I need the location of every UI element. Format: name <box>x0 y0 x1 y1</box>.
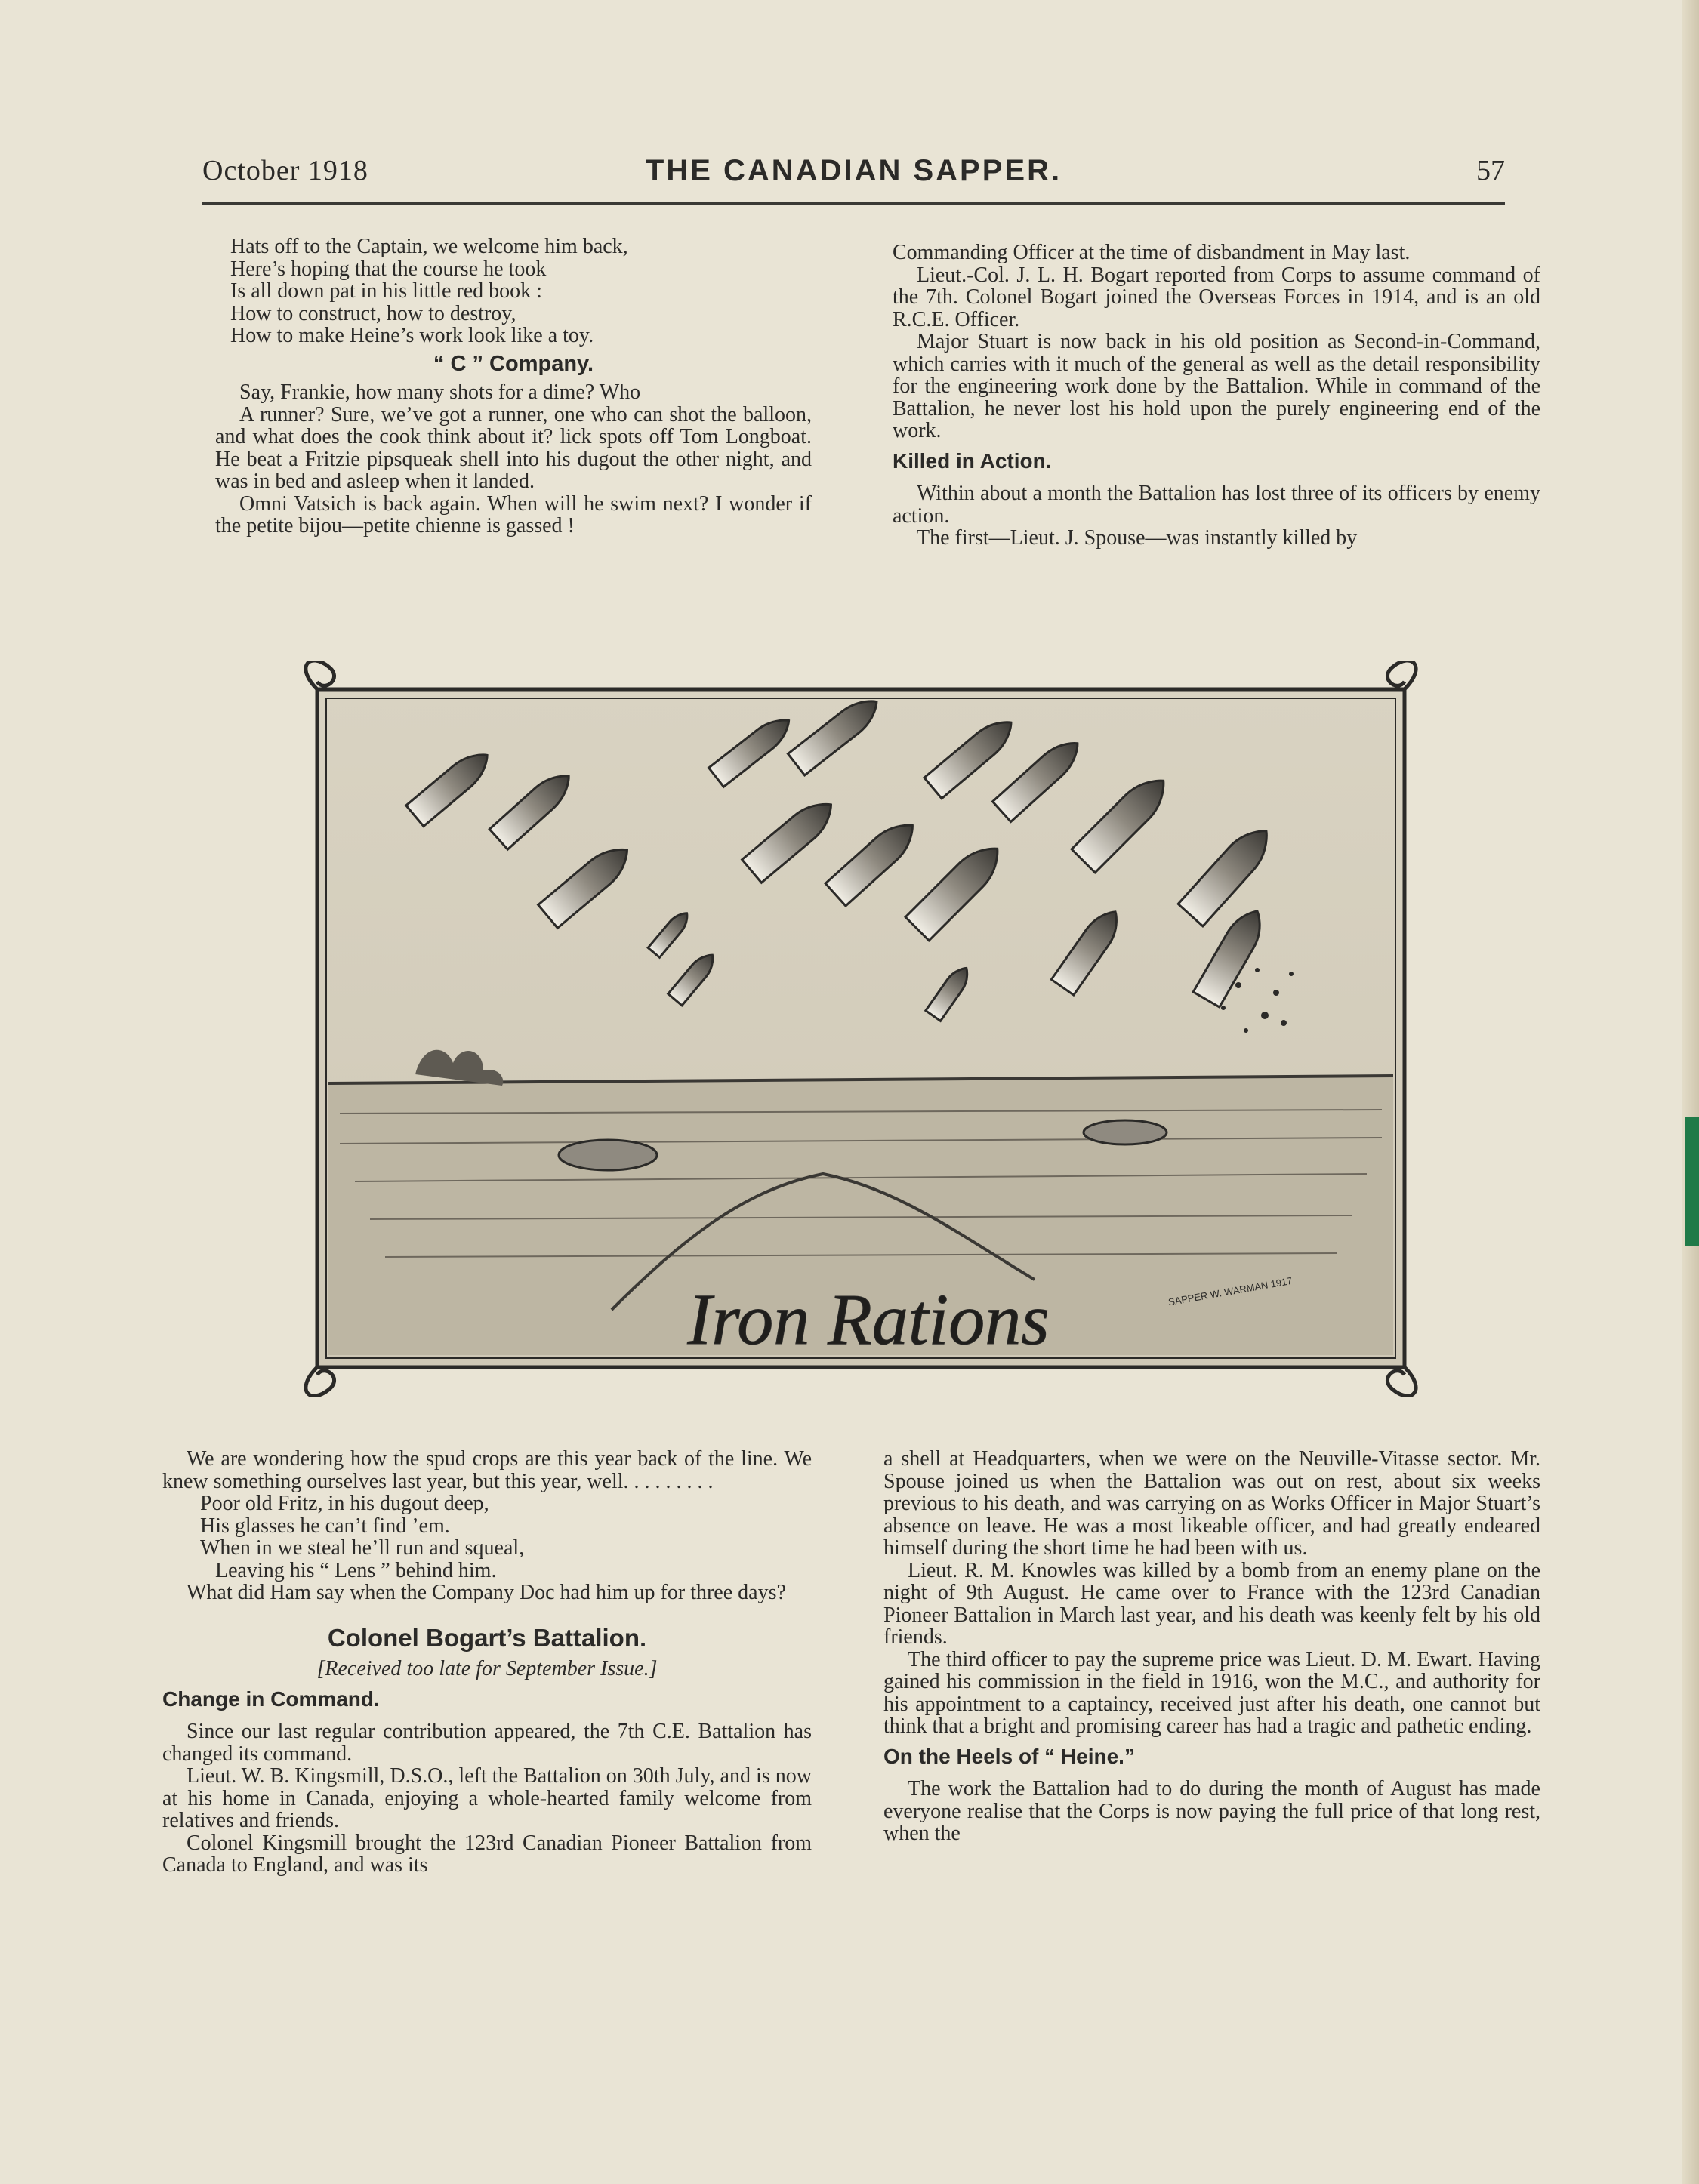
issue-date: October 1918 <box>202 155 368 186</box>
subheading-on-the-heels-of-heine: On the Heels of “ Heine.” <box>883 1744 1135 1768</box>
verse-line: Leaving his “ Lens ” behind him. <box>215 1558 497 1582</box>
paragraph: Omni Vatsich is back again. When will he swim next? I wonder if the petite bijou—petite chienne is gassed ! <box>215 491 812 538</box>
column-top-right <box>893 242 1540 550</box>
paragraph: Colonel Kingsmill brought the 123rd Canadian Pioneer Battalion from Canada to England, and was its <box>162 1831 812 1877</box>
verse-line: How to make Heine’s work look like a toy. <box>230 324 594 347</box>
illustration-caption: Iron Rations <box>687 1279 1050 1360</box>
paragraph: Lieut.-Col. J. L. H. Bogart reported from Corps to assume command of the 7th. Colonel Bogart joined the Overseas Forces in 1914, and is an old R.C.E. Officer. <box>893 263 1540 331</box>
section-heading-c-company: “ C ” Company. <box>433 351 594 376</box>
header-rule <box>202 202 1505 205</box>
paragraph: What did Ham say when the Company Doc had him up for three days? <box>187 1581 786 1604</box>
magazine-title: THE CANADIAN SAPPER. <box>645 154 1062 187</box>
paragraph: Say, Frankie, how many shots for a dime? Who <box>239 380 641 404</box>
column-bottom-right <box>883 1448 1540 1845</box>
paragraph: We are wondering how the spud crops are this year back of the line. We knew something ourselves last year, but this year, well. . . . . . . . . <box>162 1447 812 1493</box>
artist-signature: SAPPER W. WARMAN 1917 <box>1167 1274 1294 1308</box>
subheading-killed-in-action: Killed in Action. <box>893 448 1052 473</box>
paragraph: Lieut. R. M. Knowles was killed by a bomb from an enemy plane on the night of 9th August. He came over to France with the 123rd Canadian Pioneer Battalion in March last year, and his death was keenly felt by his old friends. <box>883 1558 1540 1649</box>
page-header <box>202 148 1505 193</box>
verse-line: How to construct, how to destroy, <box>230 301 516 325</box>
verse-line: Here’s hoping that the course he took <box>230 257 547 281</box>
subheading-change-in-command: Change in Command. <box>162 1687 380 1711</box>
section-heading-bogarts-battalion: Colonel Bogart’s Battalion. <box>327 1623 647 1652</box>
green-tab <box>1685 1117 1699 1246</box>
column-top-left <box>215 236 812 538</box>
verse-line: His glasses he can’t find ’em. <box>200 1514 450 1538</box>
column-bottom-left <box>162 1448 812 1877</box>
paragraph: A runner? Sure, we’ve got a runner, one who can shot the balloon, and what does the cook think about it? lick spots off Tom Longboat. He beat a Fritzie pipsqueak shell into his dugout the other night, and was in bed and asleep when it landed. <box>215 402 812 493</box>
paragraph: Lieut. W. B. Kingsmill, D.S.O., left the Battalion on 30th July, and is now at his home in Canada, enjoying a whole-hearted family welcome from relatives and friends. <box>162 1764 812 1832</box>
verse-line: Poor old Fritz, in his dugout deep, <box>200 1492 489 1515</box>
paragraph: Since our last regular contribution appeared, the 7th C.E. Battalion has changed its command. <box>162 1720 812 1766</box>
paragraph: The first—Lieut. J. Spouse—was instantly killed by <box>917 526 1358 550</box>
paragraph: The work the Battalion had to do during the month of August has made everyone realise that the Corps is now paying the full price of that long rest, when the <box>883 1777 1540 1845</box>
page-edge <box>1682 0 1699 2184</box>
verse-line: Hats off to the Captain, we welcome him back, <box>230 235 628 258</box>
iron-rations-illustration <box>294 661 1427 1397</box>
page-number: 57 <box>1476 155 1505 186</box>
paragraph: Within about a month the Battalion has lost three of its officers by enemy action. <box>893 482 1540 528</box>
paragraph: The third officer to pay the supreme price was Lieut. D. M. Ewart. Having gained his commission in the field in 1916, won the M.C., and authority for his appointment to a captaincy, received just after his death, one cannot but think that a bright and promising career has had a tragic and pathetic ending. <box>883 1647 1540 1738</box>
verse-line: When in we steal he’ll run and squeal, <box>200 1536 525 1560</box>
paragraph: a shell at Headquarters, when we were on the Neuville-Vitasse sector. Mr. Spouse joined us when the Battalion was out on rest, about six weeks previous to his death, and was carrying on as Works Officer in Major Stuart’s absence on leave. He was a most likeable officer, and had greatly endeared himself during the short time he had been with us. <box>883 1447 1540 1560</box>
paragraph: Major Stuart is now back in his old position as Second-in-Command, which carries with it much of the general as well as the detail responsibility for the engineering work done by the Battalion. While in command of the Battalion, he never lost his hold upon the purely engineering end of the work. <box>893 330 1540 442</box>
editorial-note: [Received too late for September Issue.] <box>316 1657 658 1680</box>
verse-line: Is all down pat in his little red book : <box>230 279 542 303</box>
illustration-drawing <box>294 661 1427 1397</box>
paragraph: Commanding Officer at the time of disbandment in May last. <box>893 241 1411 264</box>
